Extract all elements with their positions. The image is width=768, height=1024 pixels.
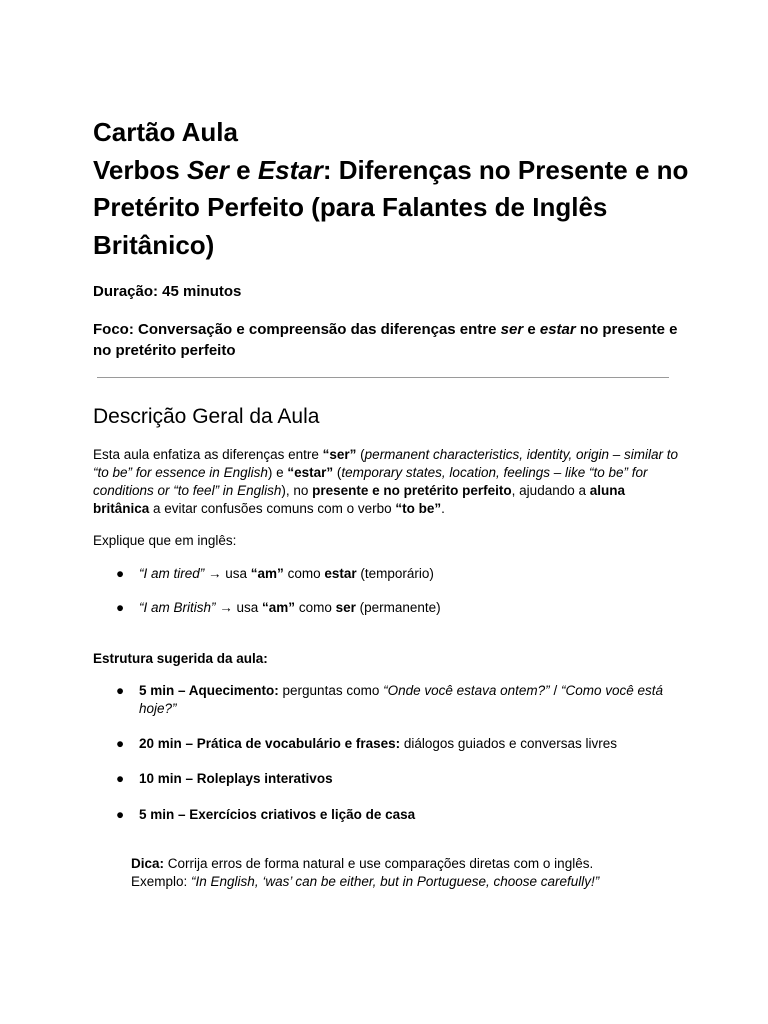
structure-heading: Estrutura sugerida da aula: [93, 651, 268, 666]
text-run: como [295, 600, 336, 615]
text-run: 5 min – Aquecimento: [139, 683, 279, 698]
tip-example-text: “In English, ‘was’ can be either, but in Portuguese, choose carefully!” [191, 874, 600, 889]
focus-text-a: Foco: Conversação e compreensão das diferenças entre [93, 321, 501, 338]
text-run: a evitar confusões comuns com o verbo [149, 501, 396, 516]
text-run: estar [324, 566, 357, 581]
structure-item-text [139, 682, 664, 718]
text-run: “Onde você estava ontem?” [383, 683, 550, 698]
text-run: “I am tired” [139, 566, 205, 581]
structure-item-text [139, 806, 674, 824]
title-ser: Ser [186, 154, 229, 185]
example-text [139, 599, 674, 617]
title-line-1: Cartão Aula [93, 117, 238, 147]
text-run: , ajudando a [511, 483, 590, 498]
lesson-title [93, 114, 693, 264]
text-run: ) e [267, 465, 288, 480]
overview-heading: Descrição Geral da Aula [93, 405, 320, 428]
focus-and: e [523, 321, 540, 338]
focus-text-b: no presente e no pretérito perfeito [93, 321, 678, 359]
text-run: permanent characteristics, identity, origin – similar to “to be” for essence in English [93, 447, 679, 480]
text-run: ( [356, 447, 365, 462]
text-run: ( [333, 465, 342, 480]
text-run: “estar” [287, 465, 334, 480]
bullet-icon: ● [116, 683, 125, 698]
structure-item-text [139, 735, 674, 753]
title-verbos: Verbos [93, 154, 180, 185]
bullet-icon: ● [116, 771, 125, 786]
duration: Duração: 45 minutos [93, 283, 242, 300]
structure-item-text [139, 770, 674, 788]
text-run: “ser” [322, 447, 357, 462]
text-run: (permanente) [355, 600, 441, 615]
text-run: presente e no pretérito perfeito [312, 483, 512, 498]
text-run: → usa [215, 600, 263, 615]
text-run: ), no [281, 483, 313, 498]
title-rest: : Diferenças no Presente e no Pretérito Perfeito (para Falantes de Inglês Britânico) [93, 154, 689, 260]
text-run: 20 min – Prática de vocabulário e frases: [139, 736, 401, 751]
tip-label: Dica: [131, 856, 165, 871]
title-estar: Estar [257, 154, 323, 185]
focus-ser: ser [500, 321, 524, 338]
example-text [139, 565, 674, 583]
tip-box [131, 855, 691, 891]
text-run: “Como você está hoje?” [139, 683, 663, 716]
overview-paragraph [93, 446, 683, 518]
tip-text: Corrija erros de forma natural e use comparações diretas com o inglês. [164, 856, 594, 871]
bullet-icon: ● [116, 807, 125, 822]
explain-text: Explique que em inglês: [93, 533, 237, 548]
bullet-icon: ● [116, 736, 125, 751]
text-run: “I am British” [139, 600, 216, 615]
text-run: (temporário) [356, 566, 434, 581]
text-run: “am” [262, 600, 296, 615]
text-run: diálogos guiados e conversas livres [400, 736, 617, 751]
text-run: “am” [250, 566, 284, 581]
text-run: 5 min – Exercícios criativos e lição de casa [139, 807, 416, 822]
tip-example-label: Exemplo: [131, 874, 192, 889]
focus [93, 319, 683, 361]
text-run: Esta aula enfatiza as diferenças entre [93, 447, 323, 462]
text-run: como [283, 566, 325, 581]
focus-estar: estar [539, 321, 576, 338]
text-run: “to be” [395, 501, 442, 516]
text-run: . [441, 501, 445, 516]
title-e: e [236, 154, 251, 185]
text-run: perguntas como [278, 683, 384, 698]
bullet-icon: ● [116, 600, 125, 615]
text-run: → usa [204, 566, 251, 581]
text-run: ser [335, 600, 356, 615]
text-run: aluna britânica [93, 483, 626, 516]
text-run: 10 min – Roleplays interativos [139, 771, 333, 786]
bullet-icon: ● [116, 566, 125, 581]
text-run: / [549, 683, 561, 698]
horizontal-divider [97, 377, 669, 378]
text-run: temporary states, location, feelings – like “to be” for conditions or “to feel” in English [93, 465, 648, 498]
